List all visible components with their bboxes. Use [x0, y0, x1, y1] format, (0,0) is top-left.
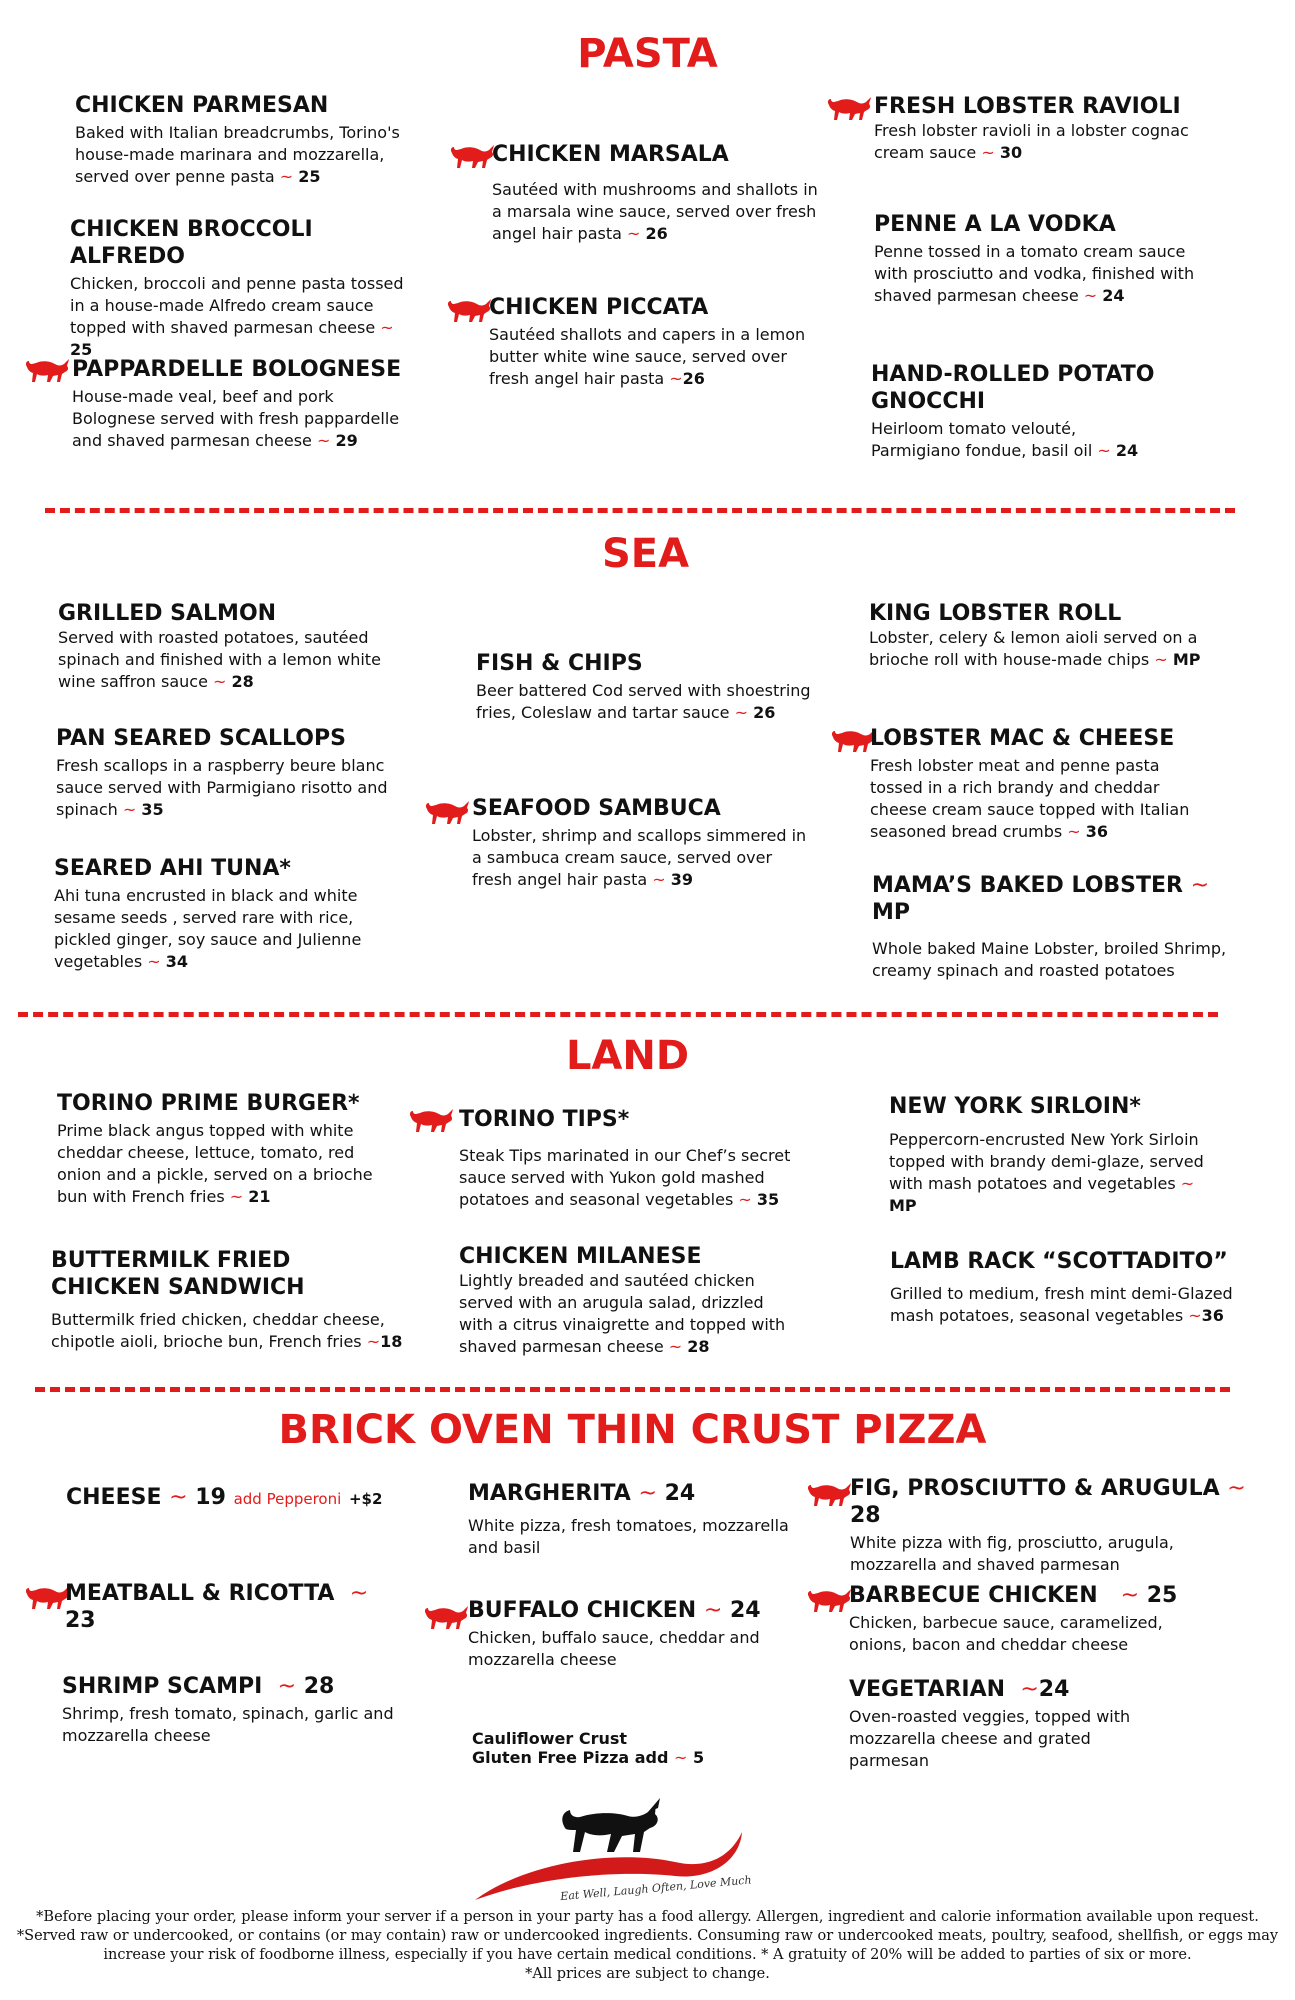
- item-price: 25: [298, 167, 321, 186]
- menu-item: [489, 294, 814, 390]
- price-tilde: ~: [349, 1581, 369, 1606]
- item-price: 18: [380, 1332, 403, 1351]
- price-tilde: ~: [1190, 873, 1210, 898]
- menu-item: [476, 650, 821, 724]
- price-tilde: ~: [1154, 650, 1168, 669]
- item-description: Buttermilk fried chicken, cheddar cheese, chipotle aioli, brioche bun, French fries ~18: [51, 1310, 403, 1351]
- item-price: 25: [1146, 1583, 1178, 1608]
- item-price: 34: [165, 952, 189, 971]
- item-description: Fresh scallops in a raspberry beure blanc sauce served with Parmigiano risotto and spinach ~ 35: [56, 756, 388, 819]
- bull-icon: [449, 144, 495, 170]
- menu-item: [874, 211, 1219, 307]
- menu-item: [468, 1597, 788, 1671]
- item-description: Chicken, buffalo sauce, cheddar and mozzarella cheese: [468, 1628, 760, 1669]
- section-title-pasta: PASTA: [577, 31, 718, 77]
- bull-icon: [826, 96, 872, 122]
- price-tilde: ~: [981, 143, 995, 162]
- menu-item: [70, 216, 420, 361]
- item-price: 39: [670, 870, 694, 889]
- footer-line: increase your risk of foodborne illness, especially if you have certain medical conditions. * A gratuity of 20% will be added to parties of six or more.: [103, 1947, 1192, 1963]
- section-divider: [18, 1012, 1218, 1017]
- item-name: FISH & CHIPS: [476, 651, 643, 676]
- item-name: PAN SEARED SCALLOPS: [56, 726, 346, 751]
- item-price: 24: [1115, 441, 1139, 460]
- item-price: 29: [335, 431, 358, 450]
- item-price: 28: [850, 1503, 881, 1528]
- item-price: 21: [248, 1187, 271, 1206]
- menu-item: [869, 600, 1214, 671]
- item-description: Oven-roasted veggies, topped with mozzarella cheese and grated parmesan: [849, 1707, 1131, 1770]
- item-price: 25: [70, 340, 93, 359]
- item-price: 19: [195, 1485, 226, 1510]
- gluten-free-line2: Gluten Free Pizza add ~ 5: [472, 1748, 705, 1767]
- item-name: SHRIMP SCAMPI ~ 28: [62, 1674, 335, 1699]
- item-price: 24: [664, 1481, 696, 1506]
- menu-item: [66, 1484, 396, 1513]
- item-description: Chicken, broccoli and penne pasta tossed in a house-made Alfredo cream sauce topped with shaved parmesan cheese ~ 25: [70, 274, 404, 359]
- bull-icon: [24, 358, 70, 384]
- menu-item: [58, 600, 403, 693]
- menu-item: [492, 141, 827, 245]
- item-name: CHEESE ~ 19 add Pepperoni +$2: [66, 1485, 383, 1510]
- price-tilde: ~: [668, 1337, 683, 1356]
- item-description: Heirloom tomato velouté, Parmigiano fondue, basil oil ~ 24: [871, 419, 1139, 460]
- item-price: 28: [231, 672, 254, 691]
- item-name: TORINO TIPS*: [459, 1107, 630, 1132]
- menu-item: [472, 795, 812, 891]
- menu-item: [65, 1580, 405, 1634]
- bull-icon: [446, 298, 492, 324]
- menu-item: [870, 725, 1200, 843]
- menu-item: [890, 1248, 1240, 1327]
- item-price: 26: [645, 224, 668, 243]
- menu-item: [459, 1243, 794, 1358]
- item-description: Ahi tuna encrusted in black and white sesame seeds , served rare with rice, pickled ginger, soy sauce and Julienne vegetables ~ 34: [54, 886, 362, 971]
- item-description: White pizza, fresh tomatoes, mozzarella and basil: [468, 1516, 789, 1557]
- item-name: CHICKEN MILANESE: [459, 1244, 702, 1269]
- menu-item: [849, 1582, 1209, 1656]
- menu-item: [874, 93, 1219, 164]
- legal-footer: [0, 1908, 1295, 1984]
- item-name: CHICKEN MARSALA: [492, 142, 729, 167]
- price-tilde: ~: [703, 1598, 723, 1623]
- price-tilde: ~: [627, 224, 641, 243]
- price-tilde: ~: [169, 1485, 188, 1510]
- item-description: Served with roasted potatoes, sautéed spinach and finished with a lemon white wine saffron sauce ~ 28: [58, 628, 381, 691]
- item-price: 28: [687, 1337, 710, 1356]
- item-description: Beer battered Cod served with shoestring fries, Coleslaw and tartar sauce ~ 26: [476, 681, 811, 722]
- item-description: Grilled to medium, fresh mint demi-Glazed mash potatoes, seasonal vegetables ~36: [890, 1284, 1233, 1325]
- item-name: PENNE A LA VODKA: [874, 212, 1116, 237]
- item-name: HAND-ROLLED POTATO GNOCCHI: [871, 362, 1155, 414]
- item-name: KING LOBSTER ROLL: [869, 601, 1122, 626]
- item-description: Lobster, celery & lemon aioli served on a brioche roll with house-made chips ~ MP: [869, 628, 1201, 669]
- item-name: CHICKEN BROCCOLI ALFREDO: [70, 217, 313, 269]
- gluten-free-line1: Cauliflower Crust: [472, 1729, 628, 1748]
- section-title-pizza: BRICK OVEN THIN CRUST PIZZA: [278, 1407, 987, 1453]
- item-description: Baked with Italian breadcrumbs, Torino's house-made marinara and mozzarella, served over penne pasta ~ 25: [75, 123, 400, 186]
- item-price: MP: [872, 900, 911, 925]
- item-description: Lobster, shrimp and scallops simmered in a sambuca cream sauce, served over fresh angel hair pasta ~ 39: [472, 826, 807, 889]
- item-name: SEAFOOD SAMBUCA: [472, 796, 721, 821]
- price-tilde: ~: [1097, 441, 1111, 460]
- price-tilde: ~: [674, 1748, 688, 1767]
- item-description: Sautéed with mushrooms and shallots in a marsala wine sauce, served over fresh angel hair pasta ~ 26: [492, 180, 818, 243]
- item-name: LAMB RACK “SCOTTADITO”: [890, 1249, 1228, 1274]
- item-name: SEARED AHI TUNA*: [54, 856, 291, 881]
- logo-tagline: Eat Well, Laugh Often, Love Much: [559, 1873, 753, 1904]
- price-tilde: ~: [734, 703, 749, 722]
- menu-item: [62, 1673, 402, 1747]
- item-name: MARGHERITA ~ 24: [468, 1481, 696, 1506]
- price-tilde: ~: [147, 952, 161, 971]
- menu-item: [72, 356, 417, 452]
- price-tilde: ~: [1188, 1306, 1202, 1325]
- price-tilde: ~: [638, 1481, 657, 1506]
- item-description: Prime black angus topped with white cheddar cheese, lettuce, tomato, red onion and a pickle, served on a brioche bun with French fries ~ 21: [57, 1121, 373, 1206]
- item-description: Chicken, barbecue sauce, caramelized, onions, bacon and cheddar cheese: [849, 1613, 1163, 1654]
- menu-item: [75, 92, 420, 188]
- section-title-land: LAND: [565, 1033, 690, 1079]
- item-price: 35: [141, 800, 164, 819]
- item-name: LOBSTER MAC & CHEESE: [870, 726, 1175, 751]
- item-description: Sautéed shallots and capers in a lemon butter white wine sauce, served over fresh angel hair pasta ~26: [489, 325, 806, 388]
- item-name: BUTTERMILK FRIED CHICKEN SANDWICH: [51, 1248, 305, 1300]
- menu-item: [468, 1480, 803, 1559]
- price-tilde: ~: [122, 800, 137, 819]
- price-tilde: ~: [316, 431, 331, 450]
- item-price: MP: [889, 1196, 917, 1215]
- price-tilde: ~: [1020, 1677, 1039, 1702]
- menu-item: [51, 1247, 406, 1353]
- item-description: House-made veal, beef and pork Bolognese served with fresh pappardelle and shaved parmesan cheese ~ 29: [72, 387, 400, 450]
- item-name: BARBECUE CHICKEN ~ 25: [849, 1583, 1178, 1608]
- price-tilde: ~: [652, 870, 666, 889]
- price-tilde: ~: [213, 672, 227, 691]
- price-tilde: ~: [229, 1187, 244, 1206]
- menu-item: [57, 1090, 387, 1208]
- section-divider: [45, 508, 1235, 513]
- item-description: Penne tossed in a tomato cream sauce with prosciutto and vodka, finished with shaved parmesan cheese ~ 24: [874, 242, 1195, 305]
- bull-icon: [806, 1588, 852, 1614]
- menu-item: [871, 361, 1271, 462]
- item-name: FRESH LOBSTER RAVIOLI: [874, 94, 1181, 119]
- bull-icon: [24, 1585, 70, 1611]
- price-tilde: ~: [1227, 1476, 1246, 1501]
- footer-line: *All prices are subject to change.: [525, 1966, 770, 1982]
- item-price: 35: [756, 1190, 780, 1209]
- menu-item: [459, 1106, 799, 1211]
- bull-icon: [408, 1108, 454, 1134]
- section-title-sea: SEA: [601, 531, 690, 577]
- price-tilde: ~: [1180, 1174, 1195, 1193]
- price-tilde: ~: [738, 1190, 752, 1209]
- item-price: 23: [65, 1608, 96, 1633]
- bull-icon: [562, 1798, 660, 1852]
- price-tilde: ~: [380, 318, 394, 337]
- item-description: Lightly breaded and sautéed chicken served with an arugula salad, drizzled with a citrus vinaigrette and topped with shaved parmesan cheese ~ 28: [459, 1271, 786, 1356]
- item-description: Peppercorn-encrusted New York Sirloin topped with brandy demi-glaze, served with mash potatoes and vegetables ~ MP: [889, 1130, 1204, 1215]
- item-description: Shrimp, fresh tomato, spinach, garlic and mozzarella cheese: [62, 1704, 394, 1745]
- bull-icon: [423, 1605, 469, 1631]
- item-description: Fresh lobster meat and penne pasta tossed in a rich brandy and cheddar cheese cream sauce topped with Italian seasoned bread crumbs ~ 36: [870, 756, 1190, 841]
- footer-line: *Served raw or undercooked, or contains (or may contain) raw or undercooked ingredients. Consuming raw or undercooked meats, poultry, seafood, shellfish, or eggs may: [16, 1928, 1279, 1944]
- gluten-free-price: 5: [693, 1748, 705, 1767]
- menu-item: [849, 1676, 1194, 1772]
- item-price: MP: [1172, 650, 1201, 669]
- item-name: NEW YORK SIRLOIN*: [889, 1094, 1141, 1119]
- menu-item: [54, 855, 374, 973]
- item-name: GRILLED SALMON: [58, 601, 277, 626]
- item-name: VEGETARIAN ~24: [849, 1677, 1070, 1702]
- footer-line: *Before placing your order, please inform your server if a person in your party has a food allergy. Allergen, ingredient and calorie information available upon request.: [36, 1909, 1259, 1925]
- bull-icon: [424, 800, 470, 826]
- item-name: CHICKEN PICCATA: [489, 295, 709, 320]
- price-tilde: ~: [1120, 1583, 1140, 1608]
- price-tilde: ~: [277, 1674, 297, 1699]
- item-name: MEATBALL & RICOTTA ~ 23: [65, 1581, 369, 1633]
- item-price: 24: [1102, 286, 1125, 305]
- gluten-free-note: [472, 1729, 704, 1767]
- menu-item: [850, 1475, 1270, 1576]
- menu-item: [889, 1093, 1224, 1217]
- price-tilde: ~: [1067, 822, 1081, 841]
- price-tilde: ~: [669, 369, 683, 388]
- item-name: MAMA’S BAKED LOBSTER ~ MP: [872, 873, 1210, 925]
- item-description: Whole baked Maine Lobster, broiled Shrimp, creamy spinach and roasted potatoes: [872, 939, 1227, 980]
- menu-item: [56, 725, 401, 821]
- item-name: PAPPARDELLE BOLOGNESE: [72, 357, 402, 382]
- item-price: 24: [729, 1598, 761, 1623]
- item-name: CHICKEN PARMESAN: [75, 93, 329, 118]
- item-price: 28: [303, 1674, 335, 1699]
- price-tilde: ~: [279, 167, 294, 186]
- price-tilde: ~: [1083, 286, 1098, 305]
- bull-icon: [806, 1482, 852, 1508]
- item-name: TORINO PRIME BURGER*: [57, 1091, 360, 1116]
- item-price: 26: [682, 369, 705, 388]
- item-description: White pizza with fig, prosciutto, arugula, mozzarella and shaved parmesan: [850, 1533, 1174, 1574]
- addon-price: +$2: [348, 1490, 383, 1508]
- item-name: FIG, PROSCIUTTO & ARUGULA ~ 28: [850, 1476, 1246, 1528]
- item-description: Steak Tips marinated in our Chef’s secret sauce served with Yukon gold mashed potatoes and seasonal vegetables ~ 35: [459, 1146, 791, 1209]
- item-price: 30: [999, 143, 1023, 162]
- item-description: Fresh lobster ravioli in a lobster cognac cream sauce ~ 30: [874, 121, 1189, 162]
- restaurant-logo: [470, 1790, 790, 1910]
- menu-item: [872, 872, 1252, 982]
- item-price: 24: [1038, 1677, 1070, 1702]
- pepperoni-addon: add Pepperoni: [233, 1490, 342, 1508]
- item-price: 36: [1085, 822, 1109, 841]
- item-price: 36: [1201, 1306, 1224, 1325]
- item-name: BUFFALO CHICKEN ~ 24: [468, 1598, 761, 1623]
- item-price: 26: [753, 703, 776, 722]
- price-tilde: ~: [366, 1332, 381, 1351]
- section-divider: [35, 1387, 1230, 1392]
